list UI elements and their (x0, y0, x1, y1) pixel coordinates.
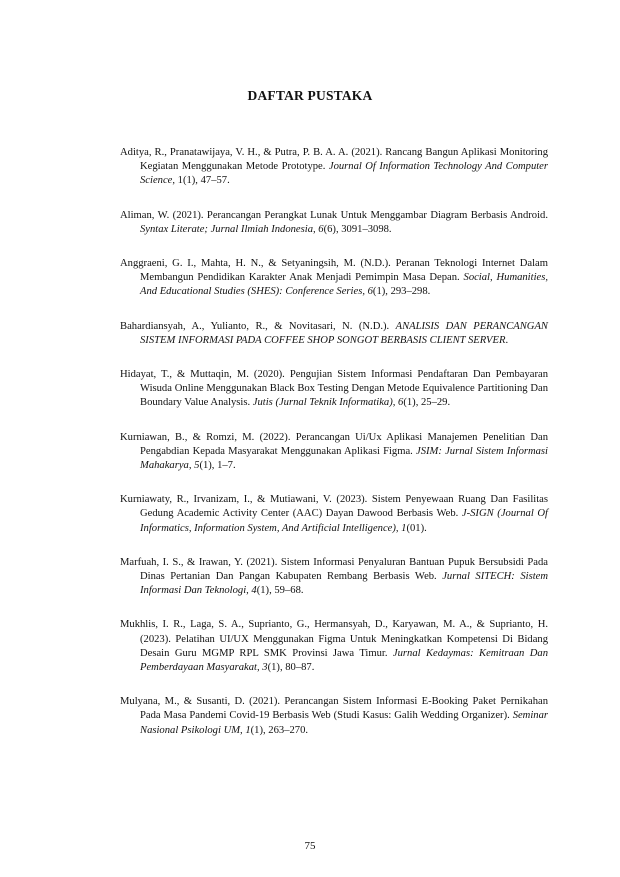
reference-details: (1), 25–29. (403, 397, 451, 409)
reference-list (120, 146, 548, 758)
reference-entry (120, 695, 548, 738)
reference-source: JSIM: Jurnal Sistem Informasi Mahakarya, 5 (140, 445, 548, 472)
reference-text: Kurniawaty, R., Irvanizam, I., & Mutiawani, V. (2023). Sistem Penyewaan Ruang Dan Fasilitas Gedung Academic Activity Center (AAC) Dayan Dawood Berbasis Web. (120, 494, 548, 520)
reference-source: ANALISIS DAN PERANCANGAN SISTEM INFORMASI PADA COFFEE SHOP SONGOT BERBASIS CLIENT SERVER (140, 320, 548, 346)
reference-entry (120, 431, 548, 474)
reference-details: . (505, 334, 509, 346)
reference-source: Seminar Nasional Psikologi UM, 1 (140, 710, 548, 736)
reference-text: Anggraeni, G. I., Mahta, H. N., & Setyaningsih, M. (N.D.). Peranan Teknologi Internet Dalam Membangun Pendidikan Karakter Anak Menjadi Pemimpin Masa Depan. (120, 258, 548, 284)
reference-source: Jurnal SITECH: Sistem Informasi Dan Teknologi, 4 (140, 571, 549, 597)
reference-entry (120, 209, 548, 237)
reference-details: (6), 3091–3098. (323, 223, 392, 235)
reference-details: (1), 80–87. (267, 662, 315, 674)
reference-details: (1), 263–270. (250, 724, 309, 736)
reference-details: (1), 1–7. (199, 460, 236, 472)
reference-entry (120, 368, 548, 411)
reference-details: (1), 59–68. (256, 585, 304, 597)
reference-text: Mukhlis, I. R., Laga, S. A., Suprianto, G., Hermansyah, D., Karyawan, M. A., & Suprianto, H. (2023). Pelatihan UI/UX Menggunakan Figma Untuk Meningkatkan Kompetensi Di Bidang Desain Guru MGMP RPL SMK Provinsi Jawa Timur. (120, 619, 548, 659)
reference-source: J-SIGN (Journal Of Informatics, Information System, And Artificial Intelligence), 1 (140, 508, 548, 534)
reference-text: Aditya, R., Pranatawijaya, V. H., & Putra, P. B. A. A. (2021). Rancang Bangun Aplikasi Monitoring Kegiatan Menggunakan Metode Prototype. (120, 147, 548, 173)
reference-text: Hidayat, T., & Muttaqin, M. (2020). Pengujian Sistem Informasi Pendaftaran Dan Pembayaran Wisuda Online Menggunakan Black Box Testing Dengan Metode Equivalence Partitioning Dan Boundary Value Analysis. (120, 369, 548, 409)
reference-source: Social, Humanities, And Educational Studies (SHES): Conference Series, 6 (140, 272, 548, 298)
reference-details: (1), 293–298. (372, 286, 431, 298)
reference-source: Jutis (Jurnal Teknik Informatika), 6 (252, 397, 404, 409)
reference-entry (120, 146, 548, 189)
reference-text: Kurniawan, B., & Romzi, M. (2022). Perancangan Ui/Ux Aplikasi Manajemen Penelitian Dan Pengabdian Kepada Masyarakat Menggunakan Aplikasi Figma. (120, 431, 548, 457)
reference-source: Jurnal Kedaymas: Kemitraan Dan Pemberdayaan Masyarakat, 3 (140, 647, 549, 674)
reference-entry (120, 320, 548, 348)
reference-entry (120, 556, 548, 599)
page-title: DAFTAR PUSTAKA (247, 88, 373, 103)
reference-source: Journal Of Information Technology And Computer Science (140, 161, 549, 187)
reference-text: Marfuah, I. S., & Irawan, Y. (2021). Sistem Informasi Penyaluran Bantuan Pupuk Bersubsidi Pada Dinas Pertanian Dan Pangan Kabupaten Rembang Berbasis Web. (120, 556, 548, 583)
reference-source: Syntax Literate; Jurnal Ilmiah Indonesia, 6 (140, 223, 324, 235)
reference-entry (120, 618, 548, 675)
reference-details: , 1(1), 47–57. (172, 175, 230, 187)
reference-text: Bahardiansyah, A., Yulianto, R., & Novitasari, N. (N.D.). (120, 320, 396, 332)
reference-entry (120, 257, 548, 300)
reference-text: Aliman, W. (2021). Perancangan Perangkat Lunak Untuk Menggambar Diagram Berbasis Android. (120, 209, 548, 221)
reference-details: (01). (406, 522, 427, 534)
page-number: 75 (304, 840, 316, 852)
reference-text: Mulyana, M., & Susanti, D. (2021). Perancangan Sistem Informasi E-Booking Paket Pernikahan Pada Masa Pandemi Covid-19 Berbasis Web (Studi Kasus: Galih Wedding Organizer). (120, 696, 548, 722)
reference-entry (120, 493, 548, 536)
